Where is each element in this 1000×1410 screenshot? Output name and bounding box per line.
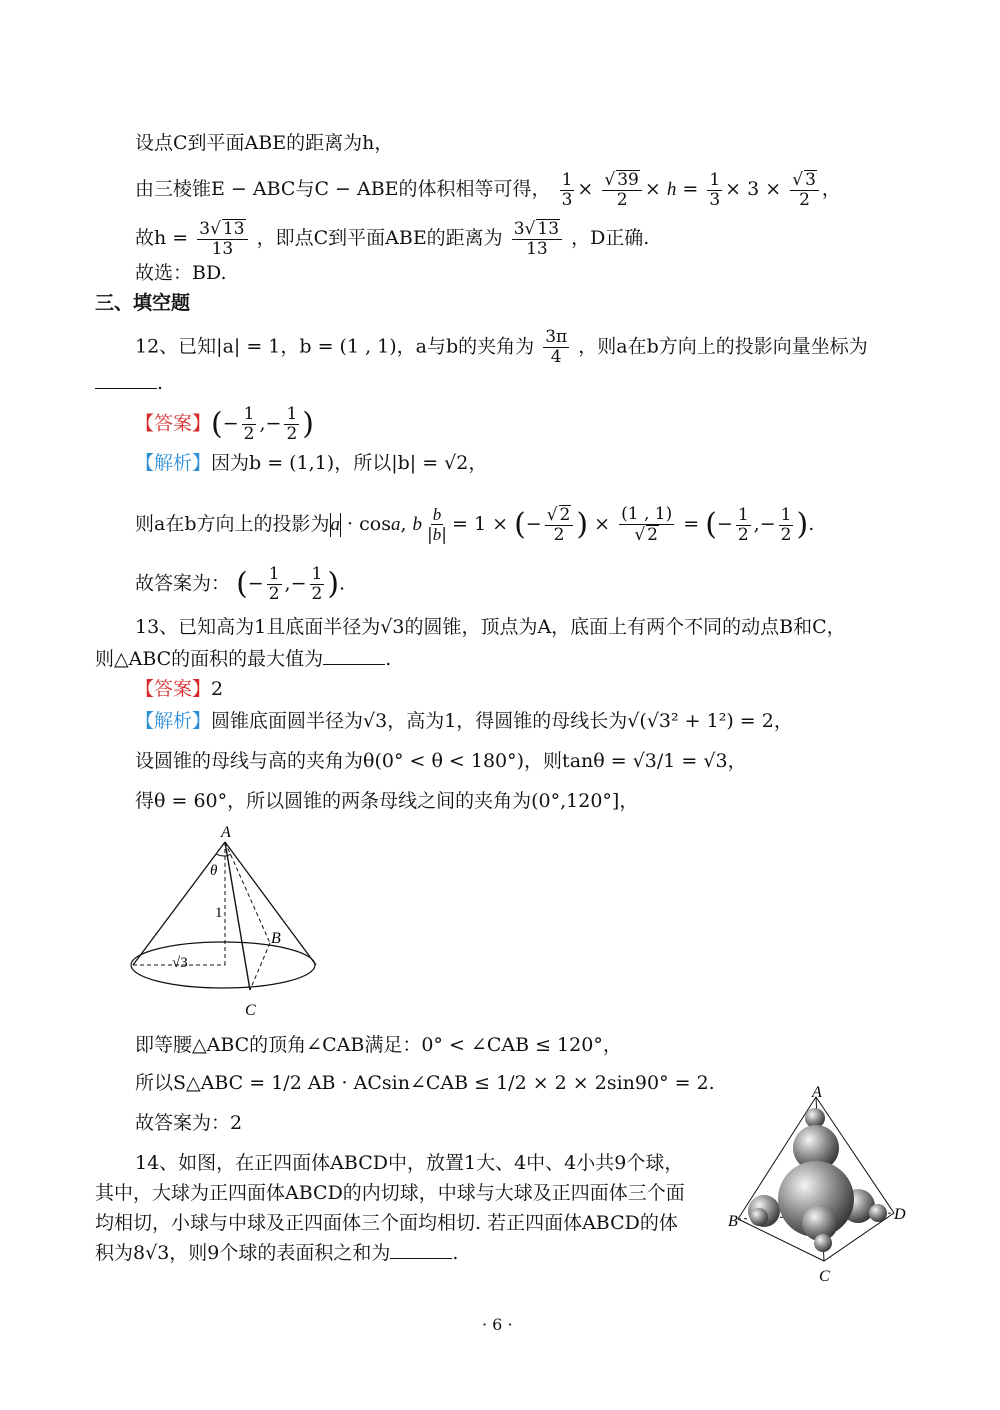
q13-analysis-line1 (135, 708, 793, 734)
q12-analysis-text1: 因为b = (1,1)，所以|b| = √2， (211, 452, 488, 474)
tetra-label-a: A (812, 1085, 822, 1101)
cone-label-height: 1 (215, 905, 223, 921)
cone-edge-ab (225, 842, 270, 943)
cone-base-front (131, 942, 315, 988)
q13-answer-value: 2 (211, 678, 224, 700)
prev-solution-line2-text: 由三棱锥E − ABC与C − ABE的体积相等可得， (135, 178, 551, 200)
analysis-tag: 【解析】 (135, 710, 212, 732)
q13-stem-line2: 则△ABC的面积的最大值为 . (95, 648, 392, 670)
q13-after-fig-line1: 即等腰△ABC的顶角∠CAB满足：0° < ∠CAB ≤ 120°， (135, 1034, 622, 1056)
q14-line2: 其中，大球为正四面体ABCD的内切球，中球与大球及正四面体三个面 (95, 1182, 685, 1204)
q13-after-fig-line2: 所以S△ABC = 1/2 AB · ACsin∠CAB ≤ 1/2 × 2 × 2sin90° = 2. (135, 1072, 715, 1094)
small-ball-top (805, 1108, 825, 1128)
q12-final: 故答案为： (− $\frac{1}{2}$ ,− $\frac{1}{2}$ ). (135, 564, 346, 604)
q13-final: 故答案为：2 (135, 1112, 243, 1134)
q13-stem-text2: 则△ABC的面积的最大值为 (95, 648, 324, 670)
tetra-label-c: C (819, 1268, 830, 1285)
prev-solution-line3-b: ，即点C到平面ABE的距离为 (256, 227, 503, 249)
tetrahedron-figure (728, 1085, 908, 1285)
analysis-tag: 【解析】 (135, 452, 212, 474)
small-ball-front (814, 1234, 832, 1252)
q12-stem: 12、已知|a| = 1，b = (1 , 1)，a与b的夹角为 $\frac{3\pi}{4}$ ，则a在b方向上的投影向量坐标为 (135, 327, 868, 367)
q14-line1: 14、如图，在正四面体ABCD中，放置1大、4中、4小共9个球， (135, 1152, 684, 1174)
prev-solution-line1: 设点C到平面ABE的距离为h， (135, 132, 394, 154)
answer-tag: 【答案】 (135, 678, 212, 700)
q12-answer: 【答案】(− $\frac{1}{2}$ ,− $\frac{1}{2}$ ) (135, 404, 314, 444)
theta-arc (216, 854, 231, 856)
q12-analysis-line1 (135, 450, 487, 476)
cone-left-edge (133, 842, 225, 965)
prev-solution-line3-c: ，D正确. (571, 227, 650, 249)
q12-analysis-line2: 则a在b方向上的投影为a · cosa, b $\frac{b}{|b|}$ = 1 × (− $\frac{√ 2}{2}$ ) × $\frac{(1 , 1)}{√ 2}$ = (− $\frac{1}{2}$ ,− $\frac{1}{2}$ ). (135, 504, 815, 545)
tetra-label-d: D (894, 1206, 906, 1223)
cone-figure (130, 825, 330, 1020)
q12-stem-a: 12、已知|a| = 1，b = (1 , 1)，a与b的夹角为 (135, 335, 535, 358)
prev-solution-line3-a: 故h = (135, 227, 195, 249)
cone-edge-ac (225, 842, 250, 990)
small-ball-left (750, 1208, 768, 1226)
small-ball-right (869, 1204, 887, 1222)
tetra-label-b: B (728, 1213, 738, 1230)
q13-analysis-line2: 设圆锥的母线与高的夹角为θ(0° < θ < 180°)，则tanθ = √3/1 = √3， (135, 750, 747, 772)
q12-stem-b: ，则a在b方向上的投影向量坐标为 (578, 335, 868, 358)
section-heading: 三、填空题 (95, 292, 191, 314)
cone-label-apex: A (221, 825, 231, 841)
cone-label-b: B (271, 930, 281, 947)
cone-edge-bc (250, 943, 270, 990)
q12-analysis-text2: 则a在b方向上的投影为 (135, 513, 330, 535)
cone-label-c: C (245, 1002, 256, 1019)
q13-analysis-line3: 得θ = 60°，所以圆锥的两条母线之间的夹角为(0°,120°]， (135, 790, 639, 812)
cone-label-radius: √3 (172, 955, 188, 971)
q14-line3: 均相切，小球与中球及正四面体三个面均相切. 若正四面体ABCD的体 (95, 1212, 678, 1234)
q14-line4-text: 积为8√3，则9个球的表面积之和为 (95, 1242, 391, 1264)
q12-final-label: 故答案为： (135, 572, 231, 595)
prev-solution-line3: 故h = $\frac{3√ 13}{13}$ ，即点C到平面ABE的距离为 $\frac{3√ 13}{13}$ ，D正确. (135, 219, 650, 259)
q13-analysis-text1: 圆锥底面圆半径为√3，高为1，得圆锥的母线长为√(√3² + 1²) = 2， (211, 710, 793, 732)
q13-stem-line1: 13、已知高为1且底面半径为√3的圆锥，顶点为A，底面上有两个不同的动点B和C， (135, 616, 846, 638)
prev-solution-line4: 故选：BD. (135, 262, 227, 284)
q13-answer (135, 676, 223, 702)
page-number: · 6 · (482, 1315, 513, 1334)
q14-line4: 积为8√3，则9个球的表面积之和为 . (95, 1242, 459, 1264)
cone-label-theta: θ (210, 863, 218, 879)
prev-solution-line2: 由三棱锥E − ABC与C − ABE的体积相等可得， $\frac{1}{3}$ × $\frac{√ 39}{2}$ × h = $\frac{1}{3}$ × 3 × $\frac{√ 3}{2}$ ， (135, 169, 841, 210)
answer-tag: 【答案】 (135, 412, 212, 435)
q12-blank: . (95, 370, 163, 396)
